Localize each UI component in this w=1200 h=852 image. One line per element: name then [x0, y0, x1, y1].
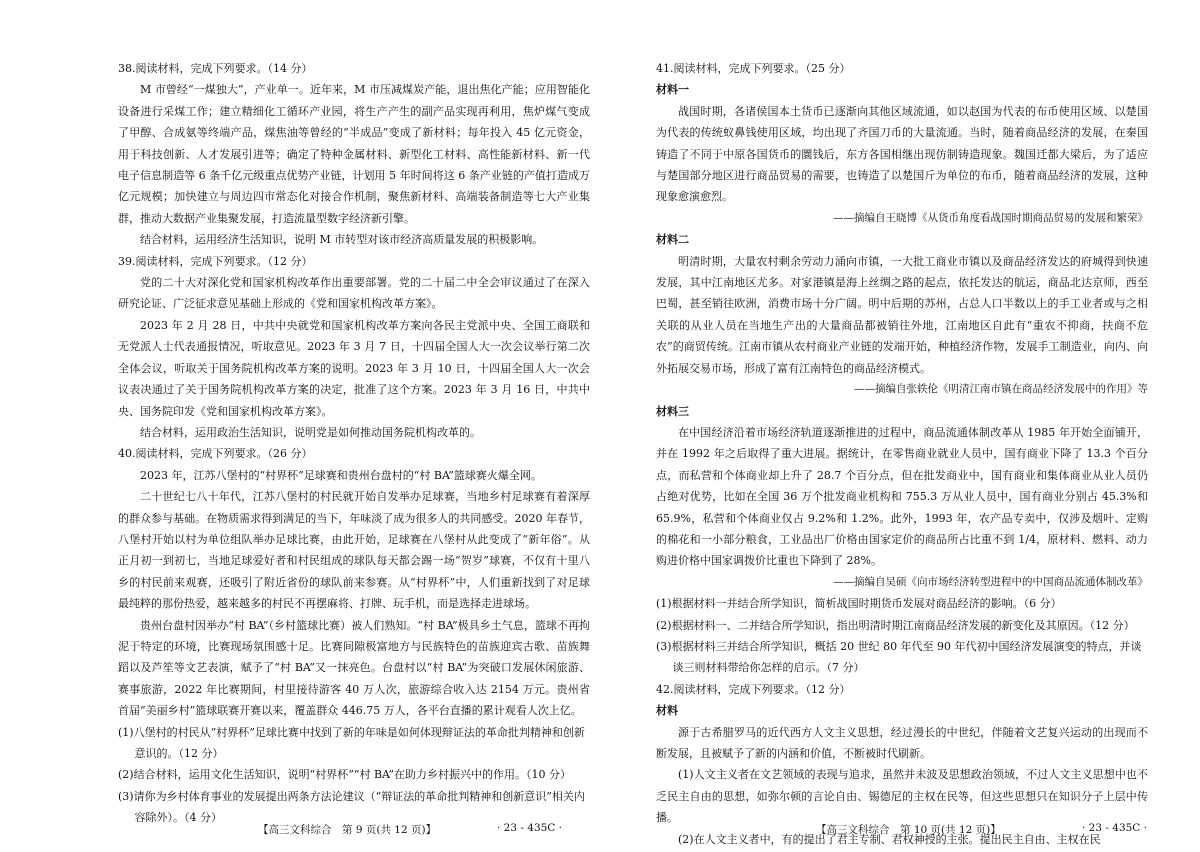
left-footer-title: 【高三文科综合 第 9 页(共 12 页)】 — [258, 824, 437, 836]
question-41-item-1: (1)根据材料一并结合所学知识，简析战国时期货币发展对商品经济的影响。（6 分） — [656, 597, 1062, 611]
material-2-heading: 材料二 — [656, 233, 689, 247]
left-column — [118, 58, 590, 829]
material-2-source: ——摘编自张轶伦《明清江南市镇在商品经济发展中的作用》等 — [854, 383, 1148, 396]
question-42-material-heading: 材料 — [656, 704, 678, 718]
material-3-text: 在中国经济沿着市场经济轨道逐渐推进的过程中，商品流通体制改革从 1985 年开始全面铺开，并在 1992 年之后取得了重大进展。据统计，在零售商业就业人员中，国有商业下降了 13.3 个百分点，而私营和个体商业却上升了 28.7 个百分点，但在批发商业中，国有商业和集体商业从业人员仍占绝对优势，比如在全国 36 万个批发商业机构和 755.3 万从业人员中，国有商业分别占 45.3%和 65.9%，私营和个体商业仅占 9.2%和 1.2%。此外，1993 年，农产品专卖中，仅涉及烟叶、定购的棉花和一小部分粮食，工业品出厂价格由国家定价的商品所占比重不到 1/4，原材料、燃料、动力购进价格中国家调拨价比重也下降到了 28%。 — [656, 425, 1148, 568]
question-40-item-3: (3)请你为乡村体育事业的发展提出两条方法论建议（“辩证法的革命批判精神和创新意识”相关内容除外）。（4 分） — [118, 789, 585, 825]
question-40-heading: 40.阅读材料，完成下列要求。（26 分） — [118, 447, 313, 461]
question-41-item-3: (3)根据材料三并结合所学知识，概括 20 世纪 80 年代至 90 年代初中国经济发展演变的特点，并谈谈三则材料带给你怎样的启示。（7 分） — [656, 639, 1142, 675]
question-38-prompt: 结合材料，运用经济生活知识，说明 M 市转型对该市经济高质量发展的积极影响。 — [140, 233, 544, 247]
right-footer-title: 【高三文科综合 第 10 页(共 12 页)】 — [816, 824, 1001, 836]
question-40-item-1: (1)八堡村的村民从“村界杯”足球比赛中找到了新的年味是如何体现辩证法的革命批判精神和创新意识的。（12 分） — [118, 725, 585, 760]
question-41 — [656, 58, 1148, 679]
material-1-heading: 材料一 — [656, 83, 689, 97]
material-3-source: ——摘编自吴硕《向市场经济转型进程中的中国商品流通体制改革》 — [833, 575, 1148, 588]
question-39-material-2: 2023 年 2 月 28 日，中共中央就党和国家机构改革方案向各民主党派中央、全国工商联和无党派人士代表通报情况，听取意见。2023 年 3 月 7 日，十四届全国人大一次会议举行第二次全体会议，听取关于国务院机构改革方案的说明。2023 年 3 月 10 日，十四届全国人大一次会议表决通过了关于国务院机构改革方案的决定，批准了这个方案。2023 年 3 月 16 日，中共中央、国务院印发《党和国家机构改革方案》。 — [118, 318, 590, 418]
question-38-heading: 38.阅读材料，完成下列要求。（14 分） — [118, 62, 313, 75]
material-1-text: 战国时期，各诸侯国本土货币已逐渐向其他区域流通，如以赵国为代表的布币使用区域、以楚国为代表的传统蚁鼻钱使用区域，均出现了齐国刀币的大量流通。当时，随着商品经济的发展，在秦国铸造了不同于中原各国货币的圜钱后，东方各国相继出现仿制铸造现象。魏国迁都大梁后，为了适应与楚国部分地区进行商品贸易的需要，也铸造了以楚国斤为单位的布币，随着商品经济的发展，这种现象愈演愈烈。 — [656, 104, 1148, 204]
question-42-para-2: (1)人文主义者在文艺领域的表现与追求，虽然并未波及思想政治领域，不过人文主义思想中也不乏民主自由的思想，如弥尔顿的言论自由、锡德尼的主权在民等，但这些思想只在知识分子上层中传播。 — [656, 768, 1148, 825]
question-40-material-1: 二十世纪七八十年代，江苏八堡村的村民就开始自发举办足球赛，当地乡村足球赛有着深厚的群众参与基础。在物质需求得到满足的当下，年味淡了成为很多人的共同感受。2020 年春节，八堡村开始以村为单位组队举办足球比赛，由此开始，足球赛在八堡村从此变成了“新年俗”。从正月初一到初七，当地足球爱好者和村民组成的球队每天都会踢一场“贺岁”球赛，不仅有十里八乡的村民前来观赛，还吸引了附近省份的球队前来参赛。从“村界杯”中，人们重新找到了对足球最纯粹的那份热爱，越来越多的村民不再摆麻将、打牌、玩手机，而是选择走进球场。 — [118, 490, 590, 611]
question-39 — [118, 251, 590, 444]
question-40-intro: 2023 年，江苏八堡村的“村界杯”足球赛和贵州台盘村的“村 BA”篮球赛火爆全网。 — [140, 468, 542, 482]
right-footer-code: · 23 - 435C · — [1082, 822, 1148, 834]
left-footer-code: · 23 - 435C · — [497, 822, 563, 834]
question-41-item-2: (2)根据材料一、二并结合所学知识，指出明清时期江南商品经济发展的新变化及其原因。（12 分） — [656, 618, 1135, 632]
material-2-text: 明清时期，大量农村剩余劳动力涌向市镇，一大批工商业市镇以及商品经济发达的府城得到快速发展，其中江南地区尤多。对家港镇是海上丝绸之路的起点，依托发达的航运，商品北达京师，西至巴蜀，甚至销往欧洲，消费市场十分广阔。明中后期的苏州，占总人口半数以上的手工业者或与之相关联的从业人员在当地生产出的大量商品都被销往外地，江南地区自此有“重农不抑商，扶商不危农”的商贸传统。江南市镇从农村商业产业链的发端开始，种植经济作物，发展手工制造业，向内、向外拓展交易市场，形成了富有江南特色的商品经济模式。 — [656, 254, 1148, 375]
material-1-source: ——摘编自王晓博《从货币角度看战国时期商品贸易的发展和繁荣》 — [833, 211, 1148, 224]
right-column — [656, 58, 1148, 850]
question-41-heading: 41.阅读材料，完成下列要求。（25 分） — [656, 62, 851, 75]
question-39-material-1: 党的二十大对深化党和国家机构改革作出重要部署。党的二十届二中全会审议通过了在深入研究论证、广泛征求意见基础上形成的《党和国家机构改革方案》。 — [118, 276, 590, 311]
question-40-item-2: (2)结合材料，运用文化生活知识，说明“村界杯”“村 BA”在助力乡村振兴中的作用。（10 分） — [118, 768, 571, 782]
question-39-prompt: 结合材料，运用政治生活知识，说明党是如何推动国务院机构改革的。 — [140, 425, 481, 439]
question-42-para-3: (2)在人文主义者中，有的提出了君主专制、君权神授的主张。提出民主自由、主权在民 — [678, 832, 1101, 846]
question-39-heading: 39.阅读材料，完成下列要求。（12 分） — [118, 254, 313, 268]
question-42-heading: 42.阅读材料，完成下列要求。（12 分） — [656, 682, 851, 696]
material-3-heading: 材料三 — [656, 404, 689, 418]
question-40-material-2: 贵州台盘村因举办“村 BA”（乡村篮球比赛）被人们熟知。“村 BA”极具乡土气息，篮球不再拘泥于特定的环境，比赛现场氛围感十足。比赛间隙极富地方与民族特色的苗族迎宾古歌、苗族舞蹈以及芦笙等文艺表演，赋予了“村 BA”又一抹亮色。台盘村以“村 BA”为突破口发展休闲旅游、赛事旅游，2022 年比赛期间，村里接待游客 40 万人次，旅游综合收入达 2154 万元。贵州省首届“美丽乡村”篮球联赛开赛以来，覆盖群众 446.75 万人，各平台直播的累计观看人次上亿。 — [118, 618, 590, 718]
question-38-material: M 市曾经“一煤独大”，产业单一。近年来，M 市压减煤炭产能，退出焦化产能；应用智能化设备进行采煤工作；建立精细化工循环产业园，将生产产生的副产品实现再利用，焦炉煤气变成了甲醇、合成氨等终端产品，煤焦油等曾经的“半成品”变成了新材料；每年投入 45 亿元资金，用于科技创新、人才发展引进等；确定了特种金属材料、新型化工材料、高性能新材料、新一代电子信息制造等 6 条千亿元级重点优势产业链，计划用 5 年时间将这 6 条产业链的产值打造成万亿元规模；加快建立与周边四市常态化对接合作机制，聚焦新材料、高端装备制造等七大产业集群，推动大数据产业集聚发展，打造流量型数字经济新引擎。 — [118, 83, 590, 225]
question-38 — [118, 58, 590, 251]
question-40 — [118, 443, 590, 828]
question-42-para-1: 源于古希腊罗马的近代西方人文主义思想，经过漫长的中世纪，伴随着文艺复兴运动的出现而不断发展，且被赋予了新的内涵和价值，不断被时代刷新。 — [656, 725, 1148, 760]
right-page — [600, 0, 1200, 852]
